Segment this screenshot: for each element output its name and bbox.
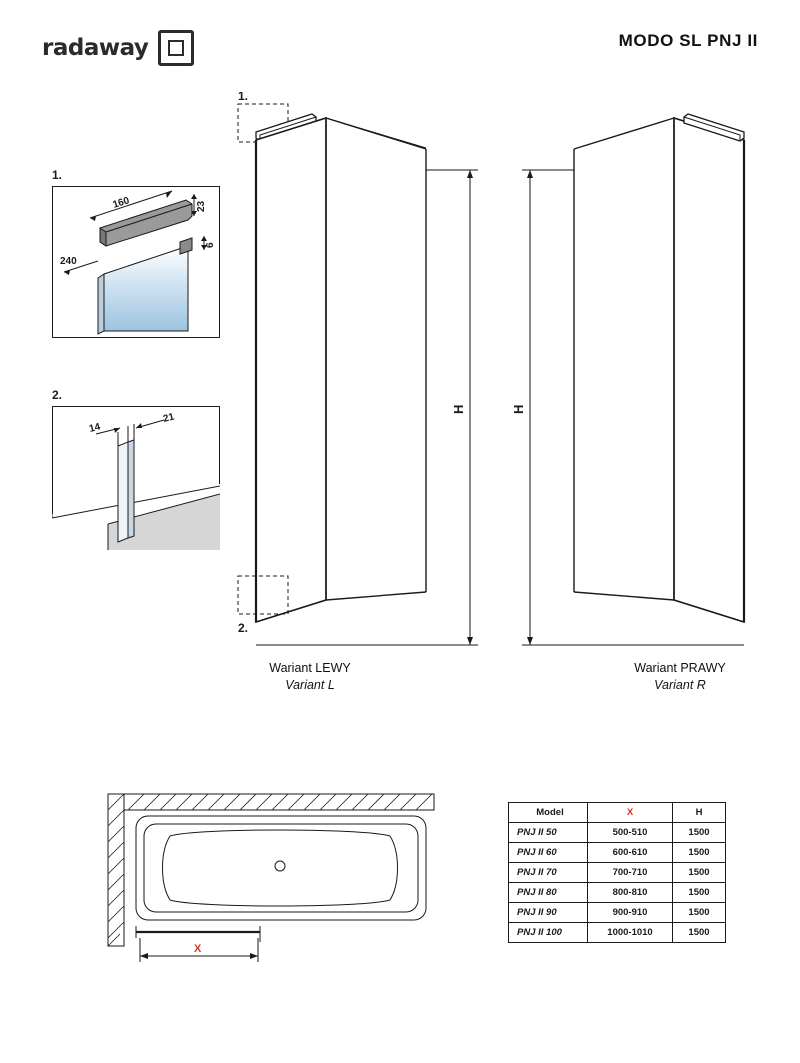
cell-model: PNJ II 50 xyxy=(509,823,588,843)
table-row xyxy=(509,823,726,843)
spec-table xyxy=(508,802,726,943)
svg-text:160: 160 xyxy=(111,195,131,211)
cell-x: 900-910 xyxy=(588,903,673,923)
detail-2-box xyxy=(52,406,220,550)
svg-text:21: 21 xyxy=(162,411,176,425)
brand-name: radaway xyxy=(42,35,149,61)
page-title: MODO SL PNJ II xyxy=(618,31,758,50)
cell-model: PNJ II 100 xyxy=(509,923,588,943)
svg-text:H: H xyxy=(511,404,526,414)
cell-model: PNJ II 80 xyxy=(509,883,588,903)
table-header-model: Model xyxy=(509,803,588,823)
brand-logo xyxy=(42,30,194,66)
svg-text:23: 23 xyxy=(196,200,207,212)
detail-1-label: 1. xyxy=(52,168,63,182)
table-header-x: X xyxy=(588,803,673,823)
cell-h: 1500 xyxy=(673,843,726,863)
table-row xyxy=(509,903,726,923)
cell-h: 1500 xyxy=(673,823,726,843)
cell-x: 1000-1010 xyxy=(588,923,673,943)
page-header xyxy=(0,0,800,78)
svg-text:H: H xyxy=(451,404,466,414)
variant-left-caption-line2: Variant L xyxy=(285,678,335,692)
cell-h: 1500 xyxy=(673,863,726,883)
table-row xyxy=(509,843,726,863)
variant-right-caption-line1: Wariant PRAWY xyxy=(634,661,726,675)
cell-h: 1500 xyxy=(673,923,726,943)
table-header-row xyxy=(509,803,726,823)
plan-x-label: X xyxy=(194,943,202,955)
svg-text:2.: 2. xyxy=(238,621,249,635)
svg-text:6: 6 xyxy=(205,242,216,248)
cell-x: 500-510 xyxy=(588,823,673,843)
table-row xyxy=(509,883,726,903)
cell-model: PNJ II 90 xyxy=(509,903,588,923)
variant-right-caption xyxy=(570,660,790,694)
svg-text:14: 14 xyxy=(88,421,102,435)
svg-text:1.: 1. xyxy=(238,92,249,103)
plan-view-drawing xyxy=(100,780,460,980)
detail-1-box xyxy=(52,186,220,338)
square-logo-icon xyxy=(158,30,194,66)
cell-h: 1500 xyxy=(673,883,726,903)
cell-h: 1500 xyxy=(673,903,726,923)
cell-model: PNJ II 70 xyxy=(509,863,588,883)
cell-x: 700-710 xyxy=(588,863,673,883)
cell-model: PNJ II 60 xyxy=(509,843,588,863)
cell-x: 600-610 xyxy=(588,843,673,863)
table-row xyxy=(509,863,726,883)
variant-left-caption-line1: Wariant LEWY xyxy=(269,661,351,675)
variant-right-drawing xyxy=(500,92,770,662)
table-row xyxy=(509,923,726,943)
table-header-h: H xyxy=(673,803,726,823)
cell-x: 800-810 xyxy=(588,883,673,903)
svg-text:240: 240 xyxy=(60,256,77,267)
detail-2-label: 2. xyxy=(52,388,63,402)
variant-right-caption-line2: Variant R xyxy=(654,678,706,692)
variant-left-caption xyxy=(200,660,420,694)
variant-left-drawing xyxy=(230,92,500,662)
